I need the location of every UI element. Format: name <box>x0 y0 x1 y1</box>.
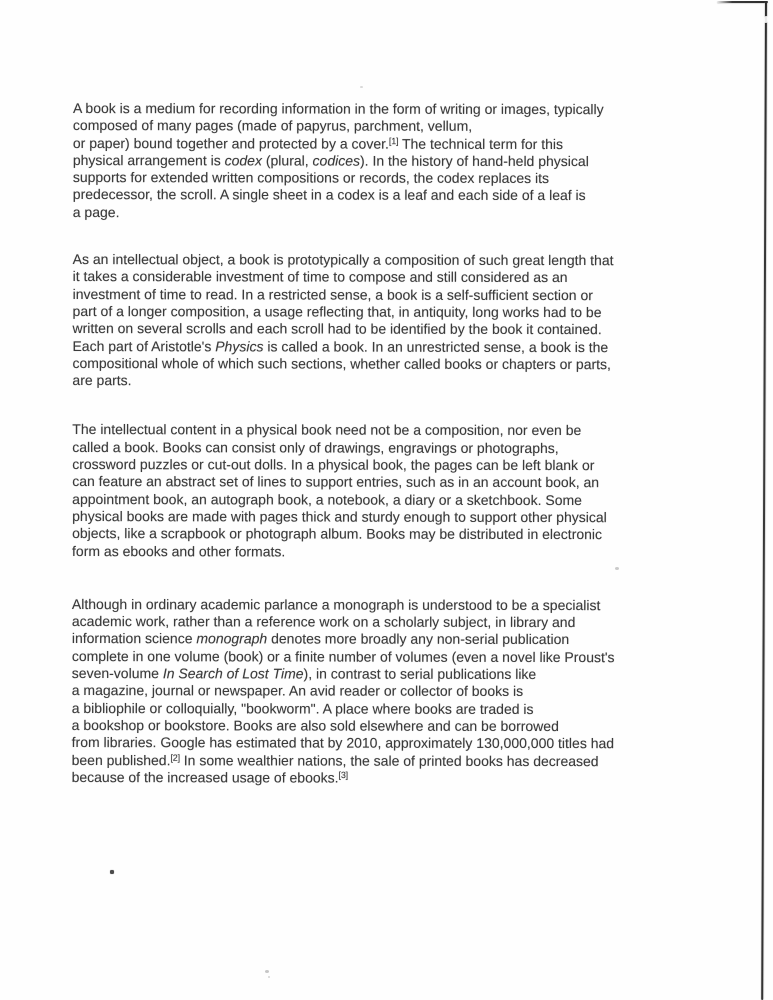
text-segment: ). In the history of hand-held physical <box>360 152 589 169</box>
text-line <box>72 665 737 684</box>
dust-speck <box>110 870 114 874</box>
text-line <box>72 769 737 788</box>
text-line <box>73 152 738 171</box>
paragraph-2 <box>72 251 737 391</box>
dust-speck <box>615 567 619 570</box>
footnote-marker: [3] <box>338 769 348 780</box>
dust-speck <box>360 86 363 88</box>
text-line <box>72 525 737 544</box>
scan-edge-line-top <box>717 1 768 4</box>
text-segment: composed of many pages (made of papyrus, parchment, vellum, <box>72 117 473 135</box>
text-line <box>73 303 738 322</box>
text-segment: A book is a medium for recording information in the form of writing or images, typically <box>72 100 604 118</box>
text-segment: (plural, <box>261 152 313 169</box>
italic-text: monograph <box>196 630 268 647</box>
text-line <box>72 734 737 753</box>
text-line <box>72 596 737 615</box>
text-segment: information science <box>71 630 197 647</box>
text-line <box>73 320 738 339</box>
text-segment: The intellectual content in a physical book need not be a composition, nor even be <box>72 421 582 439</box>
text-segment: The technical term for this <box>398 135 564 152</box>
text-segment: called a book. Books can consist only of drawings, engravings or photographs, <box>72 438 559 456</box>
text-line <box>73 268 738 287</box>
footnote-marker: [1] <box>388 135 399 146</box>
text-line <box>73 204 738 223</box>
text-segment: compositional whole of which such sections, whether called books or chapters or parts, <box>72 354 611 372</box>
text-line <box>72 630 737 649</box>
text-line <box>73 169 738 188</box>
text-segment: it takes a considerable investment of time to compose and still considered as an <box>72 268 568 286</box>
italic-text: Physics <box>215 337 264 354</box>
text-line <box>72 355 737 374</box>
text-segment: a bibliophile or colloquially, "bookworm". A place where books are traded is <box>71 699 534 717</box>
dust-speck <box>265 970 269 973</box>
text-line <box>72 613 737 632</box>
italic-text: In Search of Lost Time <box>162 665 304 682</box>
text-line <box>72 421 737 440</box>
text-segment: been published. <box>71 751 171 768</box>
text-segment: a page. <box>72 203 120 220</box>
text-segment: physical arrangement is <box>72 151 225 169</box>
scan-edge-notch <box>763 16 768 24</box>
text-segment: form as ebooks and other formats. <box>72 542 286 559</box>
text-segment: is called a book. In an unrestricted sense, a book is the <box>263 337 609 355</box>
text-segment: from libraries. Google has estimated that by 2010, approximately 130,000,000 titles had <box>71 734 615 752</box>
text-line <box>72 491 737 510</box>
text-line <box>72 700 737 719</box>
text-segment: Although in ordinary academic parlance a monograph is understood to be a specialist <box>71 595 601 613</box>
dust-speck <box>268 976 270 978</box>
italic-text: codex <box>224 152 263 169</box>
text-segment: a bookshop or bookstore. Books are also sold elsewhere and can be borrowed <box>71 716 559 734</box>
text-segment: crossword puzzles or cut-out dolls. In a physical book, the pages can be left blank or <box>72 456 595 474</box>
text-line <box>72 648 737 667</box>
text-segment: objects, like a scrapbook or photograph album. Books may be distributed in electronic <box>72 525 603 543</box>
text-segment: written on several scrolls and each scroll had to be identified by the book it contained. <box>72 320 602 338</box>
text-line <box>73 135 738 154</box>
text-line <box>72 751 737 770</box>
text-line <box>72 473 737 492</box>
text-line <box>73 186 738 205</box>
text-segment: As an intellectual object, a book is prototypically a composition of such great length that <box>72 251 614 269</box>
text-segment: investment of time to read. In a restricted sense, a book is a self-sufficient section or <box>72 285 593 303</box>
italic-text: codices <box>312 152 361 169</box>
text-line <box>73 117 738 136</box>
paragraph-3 <box>72 421 737 561</box>
text-segment: In some wealthier nations, the sale of printed books has decreased <box>179 751 599 769</box>
text-segment: academic work, rather than a reference work on a scholarly subject, in library and <box>71 613 576 631</box>
text-segment: physical books are made with pages thick and sturdy enough to support other physical <box>72 507 607 526</box>
paragraph-4 <box>72 596 737 788</box>
text-line <box>72 456 737 475</box>
scan-edge-line-right <box>761 2 767 1000</box>
paragraph-1 <box>73 100 738 222</box>
text-segment: part of a longer composition, a usage reflecting that, in antiquity, long works had to be <box>72 302 602 321</box>
text-segment: appointment book, an autograph book, a notebook, a diary or a sketchbook. Some <box>72 490 582 508</box>
text-line <box>72 338 737 357</box>
text-line <box>72 508 737 527</box>
text-line <box>72 717 737 736</box>
text-line <box>73 100 738 119</box>
text-segment: Each part of Aristotle's <box>72 337 216 354</box>
text-segment: ), in contrast to serial publications like <box>303 665 537 682</box>
text-segment: because of the increased usage of ebooks. <box>71 768 339 786</box>
text-line <box>73 251 738 270</box>
text-segment: denotes more broadly any non-serial publication <box>267 630 570 648</box>
text-segment: or paper) bound together and protected by a cover. <box>72 134 389 152</box>
text-line <box>73 286 738 305</box>
text-line <box>72 543 737 562</box>
document-body <box>71 100 738 820</box>
text-segment: predecessor, the scroll. A single sheet in a codex is a leaf and each side of a leaf is <box>72 186 586 204</box>
footnote-marker: [2] <box>170 752 180 763</box>
text-segment: supports for extended written compositions or records, the codex replaces its <box>72 169 550 187</box>
text-line <box>72 439 737 458</box>
text-line <box>72 372 737 391</box>
text-segment: a magazine, journal or newspaper. An avid reader or collector of books is <box>71 682 524 700</box>
text-segment: can feature an abstract set of lines to support entries, such as in an account book, an <box>72 473 600 491</box>
text-line <box>72 682 737 701</box>
text-segment: are parts. <box>72 372 132 389</box>
text-segment: seven-volume <box>71 665 163 682</box>
text-segment: complete in one volume (book) or a finite number of volumes (even a novel like Proust's <box>71 647 615 665</box>
